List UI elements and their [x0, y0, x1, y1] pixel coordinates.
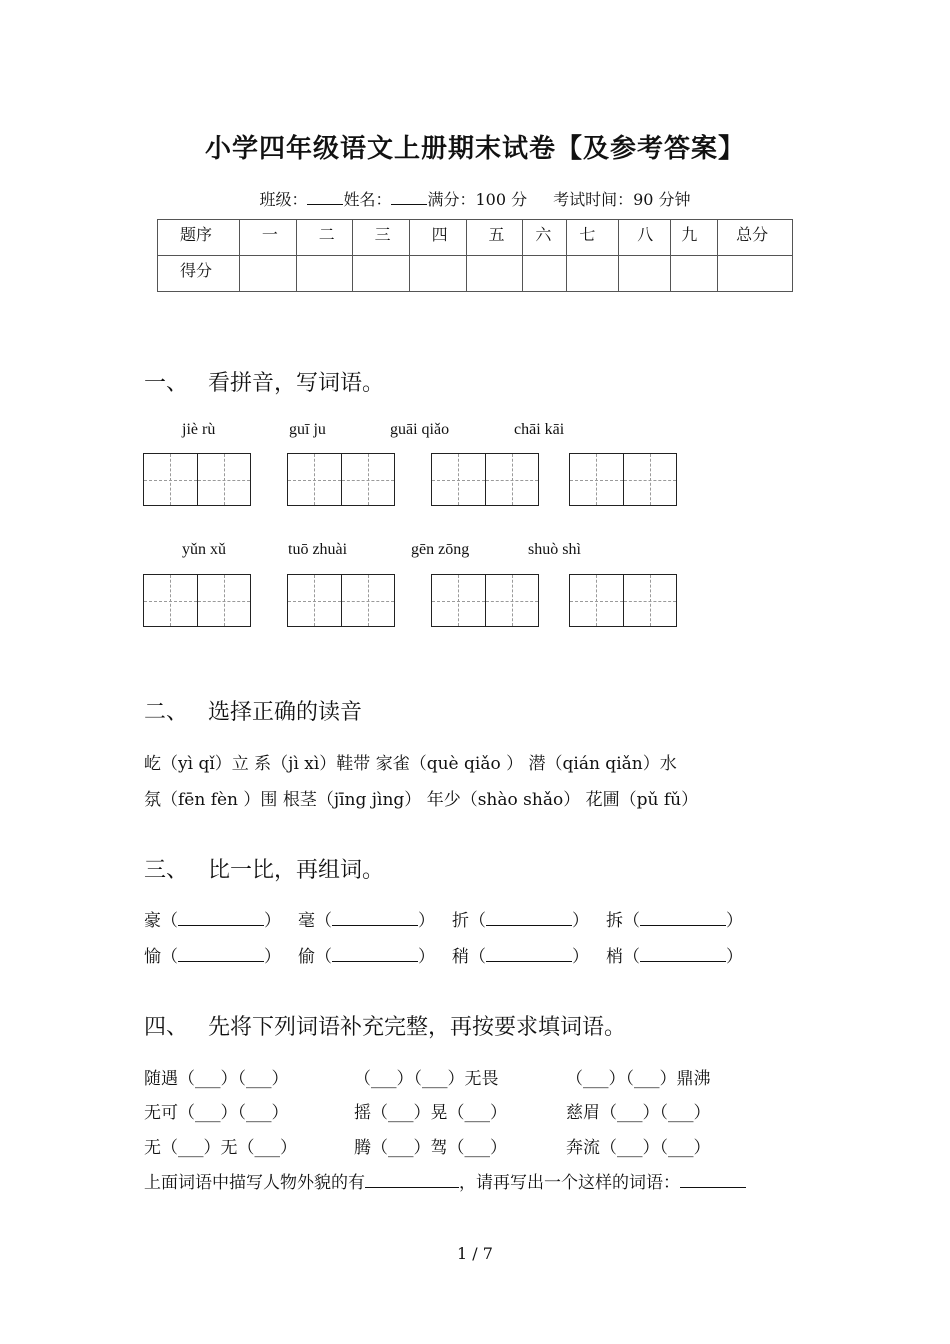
idiom-item[interactable]: 奔流（___）（___）: [566, 1138, 711, 1158]
writing-grid[interactable]: [143, 453, 251, 506]
score-cell[interactable]: [296, 256, 352, 292]
question-line: [144, 1168, 746, 1193]
score-header-cell: 二: [296, 220, 352, 256]
score-cell[interactable]: [671, 256, 718, 292]
writing-grid[interactable]: [287, 574, 395, 627]
score-header-row: [158, 220, 793, 256]
writing-grid[interactable]: [569, 453, 677, 506]
name-label: 姓名：: [343, 190, 392, 209]
idiom-item[interactable]: （___）（___）无畏: [354, 1069, 499, 1089]
page-number: 1 / 7: [457, 1244, 493, 1263]
compare-char: 偷: [298, 947, 315, 967]
exam-time: 考试时间：90 分钟: [553, 190, 691, 209]
word-blank[interactable]: [178, 947, 264, 962]
word-blank[interactable]: [640, 947, 726, 962]
section-number: 二、: [144, 700, 189, 725]
word-blank[interactable]: [332, 947, 418, 962]
word-blank[interactable]: [178, 911, 264, 926]
class-label: 班级：: [259, 190, 308, 209]
exam-info: [0, 187, 950, 210]
score-value-row: [158, 256, 793, 292]
class-blank[interactable]: [307, 190, 343, 205]
score-header-cell: 三: [352, 220, 409, 256]
idiom-item[interactable]: 随遇（___）（___）: [144, 1069, 289, 1089]
score-cell[interactable]: [352, 256, 409, 292]
idiom-row: [144, 1098, 711, 1123]
compare-char: 愉: [144, 947, 161, 967]
score-cell[interactable]: [619, 256, 671, 292]
section-number: 四、: [144, 1015, 189, 1040]
writing-grid[interactable]: [431, 453, 539, 506]
compare-char: 折: [452, 911, 469, 931]
section-title: 选择正确的读音: [208, 700, 363, 725]
pinyin-label: shuò shì: [528, 541, 581, 558]
pinyin-label: chāi kāi: [514, 421, 565, 438]
name-blank[interactable]: [391, 190, 427, 205]
section-number: 三、: [144, 858, 189, 883]
section-1-heading: [144, 366, 384, 397]
idiom-item[interactable]: （___）（___）鼎沸: [566, 1069, 711, 1089]
score-cell[interactable]: [466, 256, 523, 292]
section-3-heading: [144, 853, 384, 884]
idiom-row: [144, 1064, 711, 1089]
question-text: 上面词语中描写人物外貌的有: [144, 1173, 365, 1193]
pinyin-label: yǔn xǔ: [182, 541, 226, 558]
writing-grid[interactable]: [431, 574, 539, 627]
section-title: 先将下列词语补充完整，再按要求填词语。: [208, 1015, 627, 1040]
score-cell[interactable]: [567, 256, 619, 292]
score-cell[interactable]: [718, 256, 793, 292]
score-header-cell: 四: [409, 220, 466, 256]
section-2-heading: [144, 695, 362, 726]
score-header-cell: 七: [567, 220, 619, 256]
pinyin-label: guī ju: [289, 421, 326, 438]
full-score: 满分：100 分: [427, 190, 528, 209]
word-blank[interactable]: [332, 911, 418, 926]
pinyin-label: gēn zōng: [411, 541, 470, 558]
idiom-item[interactable]: 腾（___）驾（___）: [354, 1138, 507, 1158]
score-cell[interactable]: [239, 256, 296, 292]
score-table: [157, 219, 793, 292]
idiom-row: [144, 1133, 711, 1158]
compare-char: 豪: [144, 911, 161, 931]
section-title: 看拼音，写词语。: [208, 371, 385, 396]
page-title: 小学四年级语文上册期末试卷【及参考答案】: [204, 134, 745, 164]
compare-row: 豪（ ） 毫（ ） 折（ ） 拆（ ）: [144, 906, 743, 931]
pinyin-label: jiè rù: [182, 421, 216, 438]
pinyin-label: guāi qiǎo: [390, 421, 450, 438]
idiom-item[interactable]: 摇（___）晃（___）: [354, 1103, 507, 1123]
score-header-cell: 九: [671, 220, 718, 256]
compare-char: 毫: [298, 911, 315, 931]
section-number: 一、: [144, 371, 189, 396]
compare-char: 梢: [606, 947, 623, 967]
compare-char: 拆: [606, 911, 623, 931]
question-text: ，请再写出一个这样的词语：: [459, 1173, 680, 1193]
idiom-item[interactable]: 无可（___）（___）: [144, 1103, 289, 1123]
score-row-label: 得分: [158, 256, 240, 292]
word-blank[interactable]: [640, 911, 726, 926]
score-cell[interactable]: [523, 256, 567, 292]
score-header-cell: 一: [239, 220, 296, 256]
answer-blank[interactable]: [365, 1173, 459, 1188]
answer-blank[interactable]: [680, 1173, 746, 1188]
compare-row: 愉（ ） 偷（ ） 稍（ ） 梢（ ）: [144, 942, 743, 967]
score-header-cell: 八: [619, 220, 671, 256]
pronunciation-line: 屹（yì qǐ）立 系（jì xì）鞋带 家雀（què qiǎo ） 潜（qián qiǎn）水: [144, 754, 677, 774]
score-header-cell: 题序: [158, 220, 240, 256]
writing-grid[interactable]: [143, 574, 251, 627]
compare-char: 稍: [452, 947, 469, 967]
score-header-cell: 六: [523, 220, 567, 256]
score-header-cell: 总分: [718, 220, 793, 256]
section-title: 比一比，再组词。: [208, 858, 385, 883]
word-blank[interactable]: [486, 911, 572, 926]
idiom-item[interactable]: 无（___）无（___）: [144, 1138, 297, 1158]
word-blank[interactable]: [486, 947, 572, 962]
section-4-heading: [144, 1010, 626, 1041]
score-cell[interactable]: [409, 256, 466, 292]
writing-grid[interactable]: [287, 453, 395, 506]
writing-grid[interactable]: [569, 574, 677, 627]
pinyin-label: tuō zhuài: [288, 541, 348, 558]
idiom-item[interactable]: 慈眉（___）（___）: [566, 1103, 711, 1123]
score-header-cell: 五: [466, 220, 523, 256]
pronunciation-line: 氛（fēn fèn ）围 根茎（jīng jìng） 年少（shào shǎo） 花圃（pǔ fǔ）: [144, 790, 699, 810]
